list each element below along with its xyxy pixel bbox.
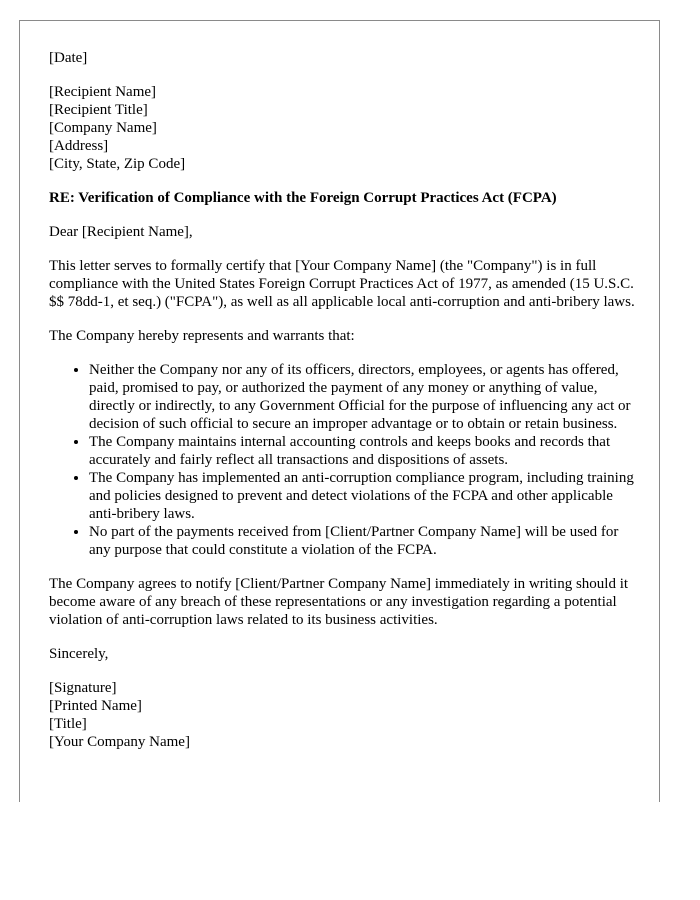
signature-block — [49, 679, 639, 751]
representation-item: • The Company maintains internal accounting controls and keeps books and records that accurately and fairly reflect all transactions and dispositions of assets. — [89, 433, 639, 469]
representation-item: • Neither the Company nor any of its officers, directors, employees, or agents has offered, paid, promised to pay, or authorized the payment of any money or anything of value, directly or indirectly, to any Government Official for the purpose of influencing any act or decision of such official to secure an improper advantage or to obtain or retain business. — [89, 361, 639, 433]
date-block — [49, 49, 639, 67]
representation-item: • No part of the payments received from [Client/Partner Company Name] will be used for any purpose that could constitute a violation of the FCPA. — [89, 523, 639, 559]
salutation: Dear [Recipient Name], — [49, 224, 193, 240]
signer-company: [Your Company Name] — [49, 734, 190, 750]
representations-intro: The Company hereby represents and warrants that: — [49, 328, 355, 344]
printed-name: [Printed Name] — [49, 698, 142, 714]
letter-date: [Date] — [49, 50, 88, 66]
closing: Sincerely, — [49, 646, 109, 662]
recipient-company: [Company Name] — [49, 120, 157, 136]
letter-page — [19, 20, 660, 802]
subject-line: RE: Verification of Compliance with the Foreign Corrupt Practices Act (FCPA) — [49, 190, 557, 206]
recipient-title: [Recipient Title] — [49, 102, 148, 118]
recipient-city-state-zip: [City, State, Zip Code] — [49, 156, 186, 172]
recipient-name: [Recipient Name] — [49, 84, 157, 100]
signer-title: [Title] — [49, 716, 87, 732]
intro-paragraph: This letter serves to formally certify that [Your Company Name] (the "Company") is in full compliance with the United States Foreign Corrupt Practices Act of 1977, as amended (15 U.S.C. $$ 78dd-1, et seq.) ("FCPA"), as well as all applicable local anti-corruption and anti-bribery laws. — [49, 258, 635, 310]
signature-placeholder: [Signature] — [49, 680, 117, 696]
recipient-address-block — [49, 83, 639, 173]
letter-body — [49, 49, 639, 767]
recipient-address: [Address] — [49, 138, 109, 154]
notification-paragraph: The Company agrees to notify [Client/Partner Company Name] immediately in writing should it become aware of any breach of these representations or any investigation regarding a potential violation of anti-corruption laws related to its business activities. — [49, 576, 629, 628]
representation-item: • The Company has implemented an anti-corruption compliance program, including training and policies designed to prevent and detect violations of the FCPA and other applicable anti-bribery laws. — [89, 469, 639, 523]
representations-list — [49, 361, 639, 559]
